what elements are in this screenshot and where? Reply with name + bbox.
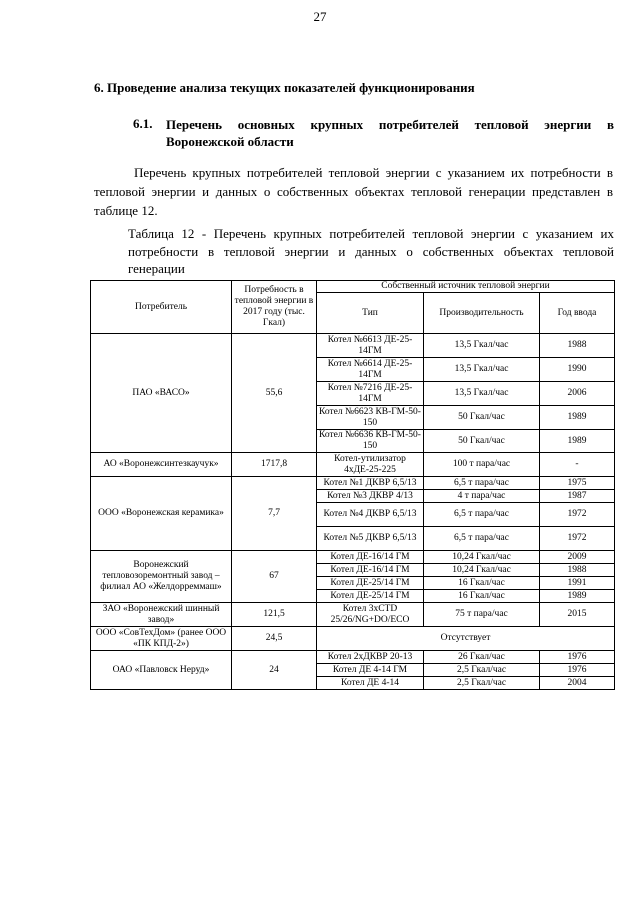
source-type-cell: Котел №6636 КВ-ГМ-50-150 bbox=[317, 430, 424, 453]
demand-cell: 24,5 bbox=[232, 627, 317, 651]
source-type-cell: Котел ДЕ-25/14 ГМ bbox=[317, 590, 424, 603]
consumer-cell: АО «Воронежсинтезкаучук» bbox=[91, 453, 232, 477]
source-type-cell: Котел 2хДКВР 20-13 bbox=[317, 651, 424, 664]
year-cell: 1988 bbox=[540, 334, 615, 358]
source-type-cell: Котел №6613 ДЕ-25-14ГМ bbox=[317, 334, 424, 358]
capacity-cell: 100 т пара/час bbox=[424, 453, 540, 477]
table-row bbox=[91, 551, 615, 564]
table-row bbox=[91, 477, 615, 490]
table-row bbox=[91, 603, 615, 627]
capacity-cell: 6,5 т пара/час bbox=[424, 503, 540, 527]
consumer-cell: Воронежский тепловозоремонтный завод – филиал АО «Желдорреммаш» bbox=[91, 551, 232, 603]
capacity-cell: 6,5 т пара/час bbox=[424, 527, 540, 551]
capacity-cell: 50 Гкал/час bbox=[424, 430, 540, 453]
capacity-cell: 13,5 Гкал/час bbox=[424, 382, 540, 406]
capacity-cell: 2,5 Гкал/час bbox=[424, 677, 540, 690]
consumer-cell: ЗАО «Воронежский шинный завод» bbox=[91, 603, 232, 627]
year-cell: 2004 bbox=[540, 677, 615, 690]
table-row bbox=[91, 627, 615, 651]
year-cell: 2009 bbox=[540, 551, 615, 564]
header-demand: Потребность в тепловой энергии в 2017 году (тыс. Гкал) bbox=[232, 281, 317, 334]
capacity-cell: 4 т пара/час bbox=[424, 490, 540, 503]
capacity-cell: 10,24 Гкал/час bbox=[424, 551, 540, 564]
table-body bbox=[91, 334, 615, 690]
consumer-cell: ООО «Воронежская керамика» bbox=[91, 477, 232, 551]
header-capacity: Производительность bbox=[424, 293, 540, 334]
consumer-cell: ООО «СовТехДом» (ранее ООО «ПК КПД-2») bbox=[91, 627, 232, 651]
source-type-cell: Котел ДЕ-16/14 ГМ bbox=[317, 564, 424, 577]
source-type-cell: Котел №6623 КВ-ГМ-50-150 bbox=[317, 406, 424, 430]
year-cell: 1975 bbox=[540, 477, 615, 490]
demand-cell: 7,7 bbox=[232, 477, 317, 551]
demand-cell: 67 bbox=[232, 551, 317, 603]
demand-cell: 24 bbox=[232, 651, 317, 690]
year-cell: 1991 bbox=[540, 577, 615, 590]
demand-cell: 55,6 bbox=[232, 334, 317, 453]
year-cell: 2006 bbox=[540, 382, 615, 406]
header-type: Тип bbox=[317, 293, 424, 334]
subsection-title: Перечень основных крупных потребителей тепловой энергии в Воронежской области bbox=[166, 117, 614, 149]
source-type-cell: Котел ДЕ-16/14 ГМ bbox=[317, 551, 424, 564]
source-type-cell: Котел-утилизатор 4хДЕ-25-225 bbox=[317, 453, 424, 477]
year-cell: 1976 bbox=[540, 651, 615, 664]
table-row bbox=[91, 334, 615, 358]
header-consumer: Потребитель bbox=[91, 281, 232, 334]
capacity-cell: 13,5 Гкал/час bbox=[424, 358, 540, 382]
capacity-cell: 6,5 т пара/час bbox=[424, 477, 540, 490]
consumer-cell: ОАО «Павловск Неруд» bbox=[91, 651, 232, 690]
year-cell: 1990 bbox=[540, 358, 615, 382]
capacity-cell: 26 Гкал/час bbox=[424, 651, 540, 664]
year-cell: 1989 bbox=[540, 430, 615, 453]
table-caption: Таблица 12 - Перечень крупных потребителей тепловой энергии с указанием их потребности в тепловой энергии и данных о собственных объектах тепловой генерации bbox=[128, 226, 614, 276]
source-type-cell: Котел №4 ДКВР 6,5/13 bbox=[317, 503, 424, 527]
year-cell: 1988 bbox=[540, 564, 615, 577]
capacity-cell: 13,5 Гкал/час bbox=[424, 334, 540, 358]
capacity-cell: 2,5 Гкал/час bbox=[424, 664, 540, 677]
capacity-cell: 75 т пара/час bbox=[424, 603, 540, 627]
year-cell: 1972 bbox=[540, 503, 615, 527]
year-cell: 1987 bbox=[540, 490, 615, 503]
capacity-cell: 10,24 Гкал/час bbox=[424, 564, 540, 577]
source-type-cell: Котел №6614 ДЕ-25-14ГМ bbox=[317, 358, 424, 382]
consumer-cell: ПАО «ВАСО» bbox=[91, 334, 232, 453]
source-type-cell: Котел №1 ДКВР 6,5/13 bbox=[317, 477, 424, 490]
intro-paragraph: Перечень крупных потребителей тепловой энергии с указанием их потребности в тепловой энергии и данных о собственных объектах тепловой генерации представлен в таблице 12. bbox=[94, 165, 613, 218]
no-source-cell: Отсутствует bbox=[317, 627, 615, 651]
demand-cell: 1717,8 bbox=[232, 453, 317, 477]
source-type-cell: Котел ДЕ-25/14 ГМ bbox=[317, 577, 424, 590]
header-year: Год ввода bbox=[540, 293, 615, 334]
header-own-source: Собственный источник тепловой энергии bbox=[317, 281, 615, 293]
section-heading: 6. Проведение анализа текущих показателей функционирования bbox=[94, 80, 475, 95]
source-type-cell: Котел №5 ДКВР 6,5/13 bbox=[317, 527, 424, 551]
source-type-cell: Котел ДЕ 4-14 bbox=[317, 677, 424, 690]
table-row bbox=[91, 453, 615, 477]
capacity-cell: 16 Гкал/час bbox=[424, 577, 540, 590]
source-type-cell: Котел №7216 ДЕ-25-14ГМ bbox=[317, 382, 424, 406]
subsection-number: 6.1. bbox=[133, 116, 153, 131]
year-cell: 2015 bbox=[540, 603, 615, 627]
page-number: 27 bbox=[313, 9, 327, 24]
year-cell: 1976 bbox=[540, 664, 615, 677]
capacity-cell: 16 Гкал/час bbox=[424, 590, 540, 603]
year-cell: 1989 bbox=[540, 590, 615, 603]
year-cell: 1972 bbox=[540, 527, 615, 551]
source-type-cell: Котел ДЕ 4-14 ГМ bbox=[317, 664, 424, 677]
demand-cell: 121,5 bbox=[232, 603, 317, 627]
table-row bbox=[91, 651, 615, 664]
source-type-cell: Котел №3 ДКВР 4/13 bbox=[317, 490, 424, 503]
capacity-cell: 50 Гкал/час bbox=[424, 406, 540, 430]
consumers-table bbox=[90, 280, 615, 690]
year-cell: 1989 bbox=[540, 406, 615, 430]
year-cell: - bbox=[540, 453, 615, 477]
source-type-cell: Котел 3хCTD 25/26/NG+DO/ECO bbox=[317, 603, 424, 627]
